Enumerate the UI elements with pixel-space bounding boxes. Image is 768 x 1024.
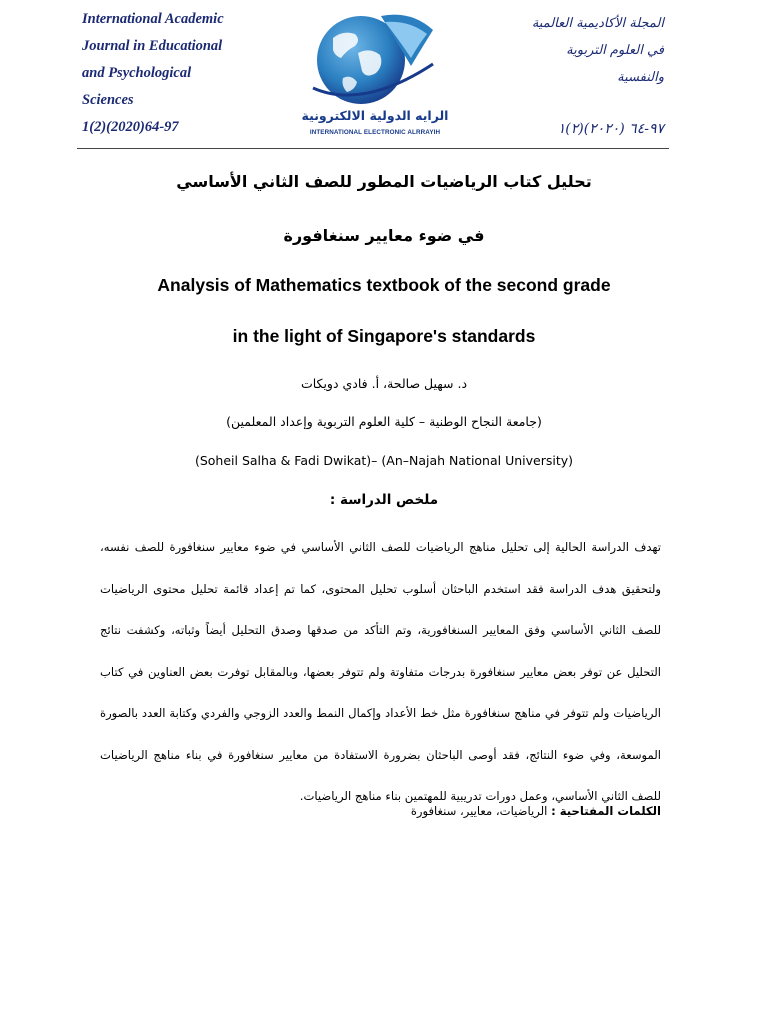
journal-logo xyxy=(285,8,465,143)
abstract-line: التحليل عن توفر بعض معايير سنغافورة بدرجات متفاوتة ولم تتوفر بعضها، وبالمقابل توفرت بعض العناوين في كتاب xyxy=(100,664,661,679)
title-arabic-line-1: تحليل كتاب الرياضيات المطور للصف الثاني الأساسي xyxy=(176,172,592,191)
logo-english-text: INTERNATIONAL ELECTRONIC ALRRAYIH xyxy=(309,129,441,136)
journal-line-ar: في العلوم التربوية xyxy=(566,43,664,58)
journal-line-ar: المجلة الأكاديمية العالمية xyxy=(531,16,664,31)
abstract-line: الموسعة، وفي ضوء النتائج، فقد أوصى الباحثان بضرورة الاستفادة من معايير سنغافورة في بناء مناهج الرياضيات xyxy=(100,747,661,762)
abstract-line: ولتحقيق هدف الدراسة فقد استخدم الباحثان أسلوب تحليل المحتوى، كما تم إعداد قائمة تحليل محتوى الرياضيات xyxy=(100,581,661,596)
authors-arabic: د. سهيل صالحة، أ. فادي دويكات xyxy=(300,376,468,391)
journal-line-ar: والنفسية xyxy=(617,70,664,85)
globe-icon xyxy=(303,8,443,108)
title-english-line-2: in the light of Singapore's standards xyxy=(232,326,536,346)
journal-line: International Academic xyxy=(82,11,224,27)
title-arabic-line-2: في ضوء معايير سنغافورة xyxy=(283,226,485,245)
abstract-heading: ملخص الدراسة : xyxy=(329,492,439,508)
journal-title-ar xyxy=(484,10,664,91)
journal-line: Sciences xyxy=(82,92,134,108)
journal-title-en xyxy=(82,6,272,141)
header-divider xyxy=(77,148,669,149)
journal-line: and Psychological xyxy=(82,65,192,81)
abstract-line: تهدف الدراسة الحالية إلى تحليل مناهج الرياضيات للصف الثاني الأساسي في ضوء معايير سنغافورة للصف نفسه، xyxy=(100,540,661,554)
abstract-line: الرياضيات ولم تتوفر في مناهج سنغافورة مثل خط الأعداد وإكمال النمط والعدد الزوجي والفردي وكتابة العدد بالصورة xyxy=(100,706,661,720)
logo-arabic-text: الرايه الدولية الالكترونية xyxy=(301,108,449,123)
abstract-line: للصف الثاني الأساسي وفق المعايير السنغافورية، وتم التأكد من صدقها وصدق التحليل أيضاً وثباته، وكشفت نتائج xyxy=(100,623,661,637)
abstract-body xyxy=(100,527,661,818)
keywords-label: الكلمات المفتاحية : xyxy=(551,804,661,818)
keywords-value: الرياضيات، معايير، سنغافورة xyxy=(410,804,548,818)
journal-citation: 1(2)(2020)64-97 xyxy=(82,119,179,135)
keywords xyxy=(411,804,661,818)
title-english-line-1: Analysis of Mathematics textbook of the second grade xyxy=(157,275,611,295)
affiliation-arabic: (جامعة النجاح الوطنية – كلية العلوم التربوية وإعداد المعلمين) xyxy=(226,414,542,429)
journal-line: Journal in Educational xyxy=(82,38,223,54)
abstract-line: للصف الثاني الأساسي، وعمل دورات تدريبية للمهتمين بناء مناهج الرياضيات. xyxy=(299,789,661,803)
authors-english: (Soheil Salha & Fadi Dwikat)– (An–Najah National University) xyxy=(194,453,574,468)
journal-citation-ar: ٩٧-٦٤ (٢٠٢٠)(٢)١ xyxy=(557,121,664,137)
